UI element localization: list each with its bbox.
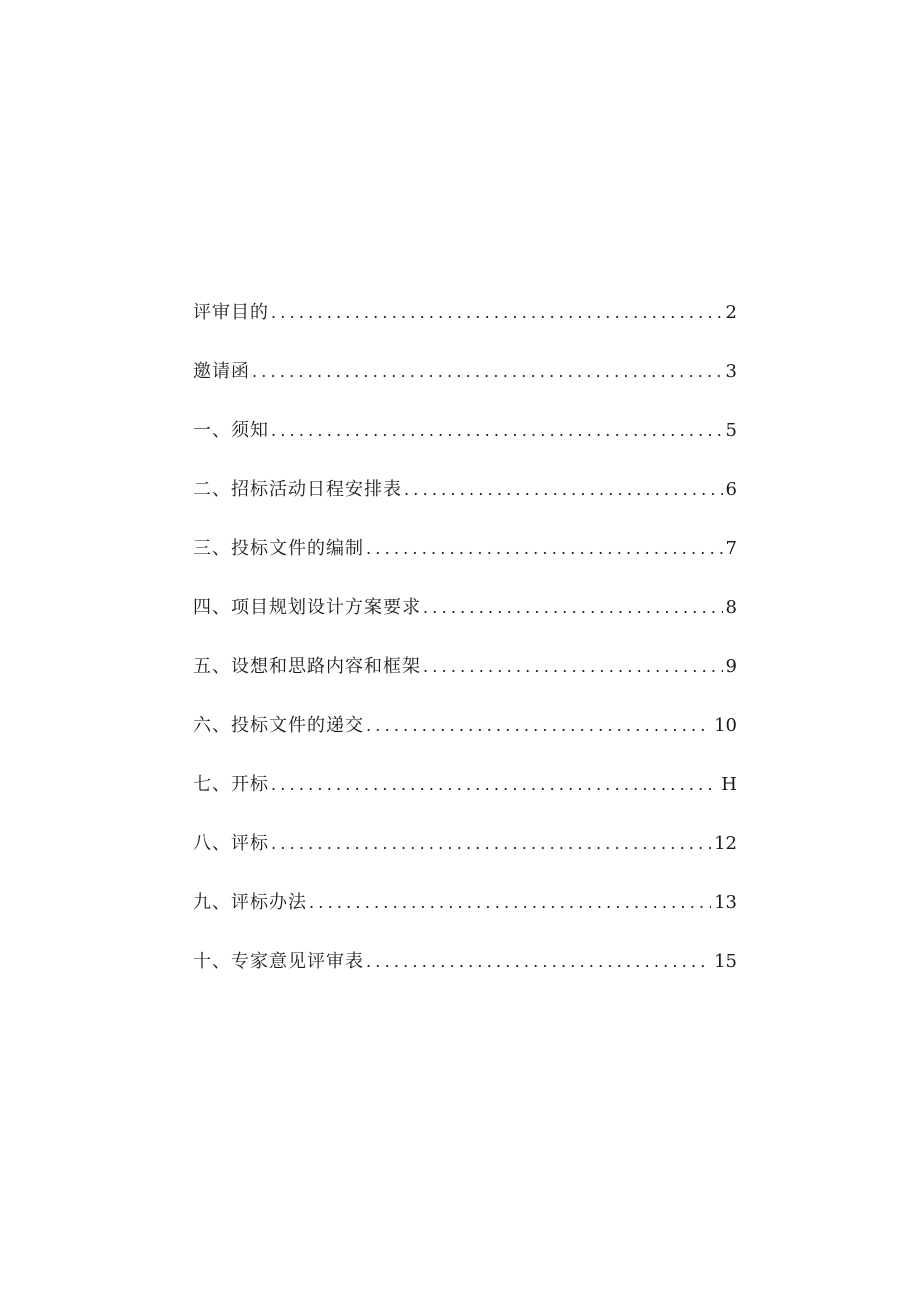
toc-leader-dots	[423, 650, 723, 684]
toc-leader-dots	[271, 414, 723, 448]
toc-entry-page: 6	[725, 479, 737, 500]
toc-entry-bid-submission[interactable]	[193, 709, 737, 768]
toc-entry-concept-framework[interactable]	[193, 650, 737, 709]
toc-entry-label: 三、投标文件的编制	[193, 538, 364, 559]
toc-leader-dots	[271, 296, 723, 330]
toc-leader-dots	[271, 768, 718, 802]
toc-entry-label: 四、项目规划设计方案要求	[193, 597, 421, 618]
toc-leader-dots	[271, 827, 711, 861]
toc-entry-label: 十、专家意见评审表	[193, 951, 364, 972]
toc-entry-page: 9	[725, 656, 737, 677]
toc-entry-page: 8	[725, 597, 737, 618]
toc-entry-label: 五、设想和思路内容和框架	[193, 656, 421, 677]
toc-leader-dots	[366, 945, 711, 979]
toc-leader-dots	[309, 886, 711, 920]
toc-leader-dots	[252, 355, 723, 389]
toc-entry-label: 七、开标	[193, 774, 269, 795]
toc-entry-label: 六、投标文件的递交	[193, 715, 364, 736]
toc-entry-page: 3	[725, 361, 737, 382]
toc-entry-evaluation-method[interactable]	[193, 886, 737, 945]
toc-entry-label: 邀请函	[193, 361, 250, 382]
toc-entry-label: 九、评标办法	[193, 892, 307, 913]
toc-entry-bid-preparation[interactable]	[193, 532, 737, 591]
toc-entry-page: 2	[725, 302, 737, 323]
toc-entry-page: 15	[714, 951, 737, 972]
toc-entry-page: 13	[714, 892, 737, 913]
toc-entry-notice[interactable]	[193, 414, 737, 473]
toc-leader-dots	[423, 591, 723, 625]
toc-entry-page: 10	[714, 715, 737, 736]
toc-entry-expert-review-form[interactable]	[193, 945, 737, 1004]
toc-entry-bid-opening[interactable]	[193, 768, 737, 827]
toc-entry-invitation-letter[interactable]	[193, 355, 737, 414]
toc-entry-label: 评审目的	[193, 302, 269, 323]
toc-entry-schedule[interactable]	[193, 473, 737, 532]
toc-entry-page: H	[721, 774, 737, 795]
toc-entry-design-requirements[interactable]	[193, 591, 737, 650]
toc-entry-bid-evaluation[interactable]	[193, 827, 737, 886]
toc-entry-page: 12	[714, 833, 737, 854]
toc-entry-page: 5	[725, 420, 737, 441]
toc-entry-evaluation-purpose[interactable]	[193, 296, 737, 355]
toc-leader-dots	[404, 473, 723, 507]
toc-entry-label: 一、须知	[193, 420, 269, 441]
toc-entry-label: 二、招标活动日程安排表	[193, 479, 402, 500]
toc-entry-label: 八、评标	[193, 833, 269, 854]
toc-leader-dots	[366, 532, 723, 566]
table-of-contents	[193, 296, 737, 1004]
toc-leader-dots	[366, 709, 711, 743]
toc-entry-page: 7	[725, 538, 737, 559]
